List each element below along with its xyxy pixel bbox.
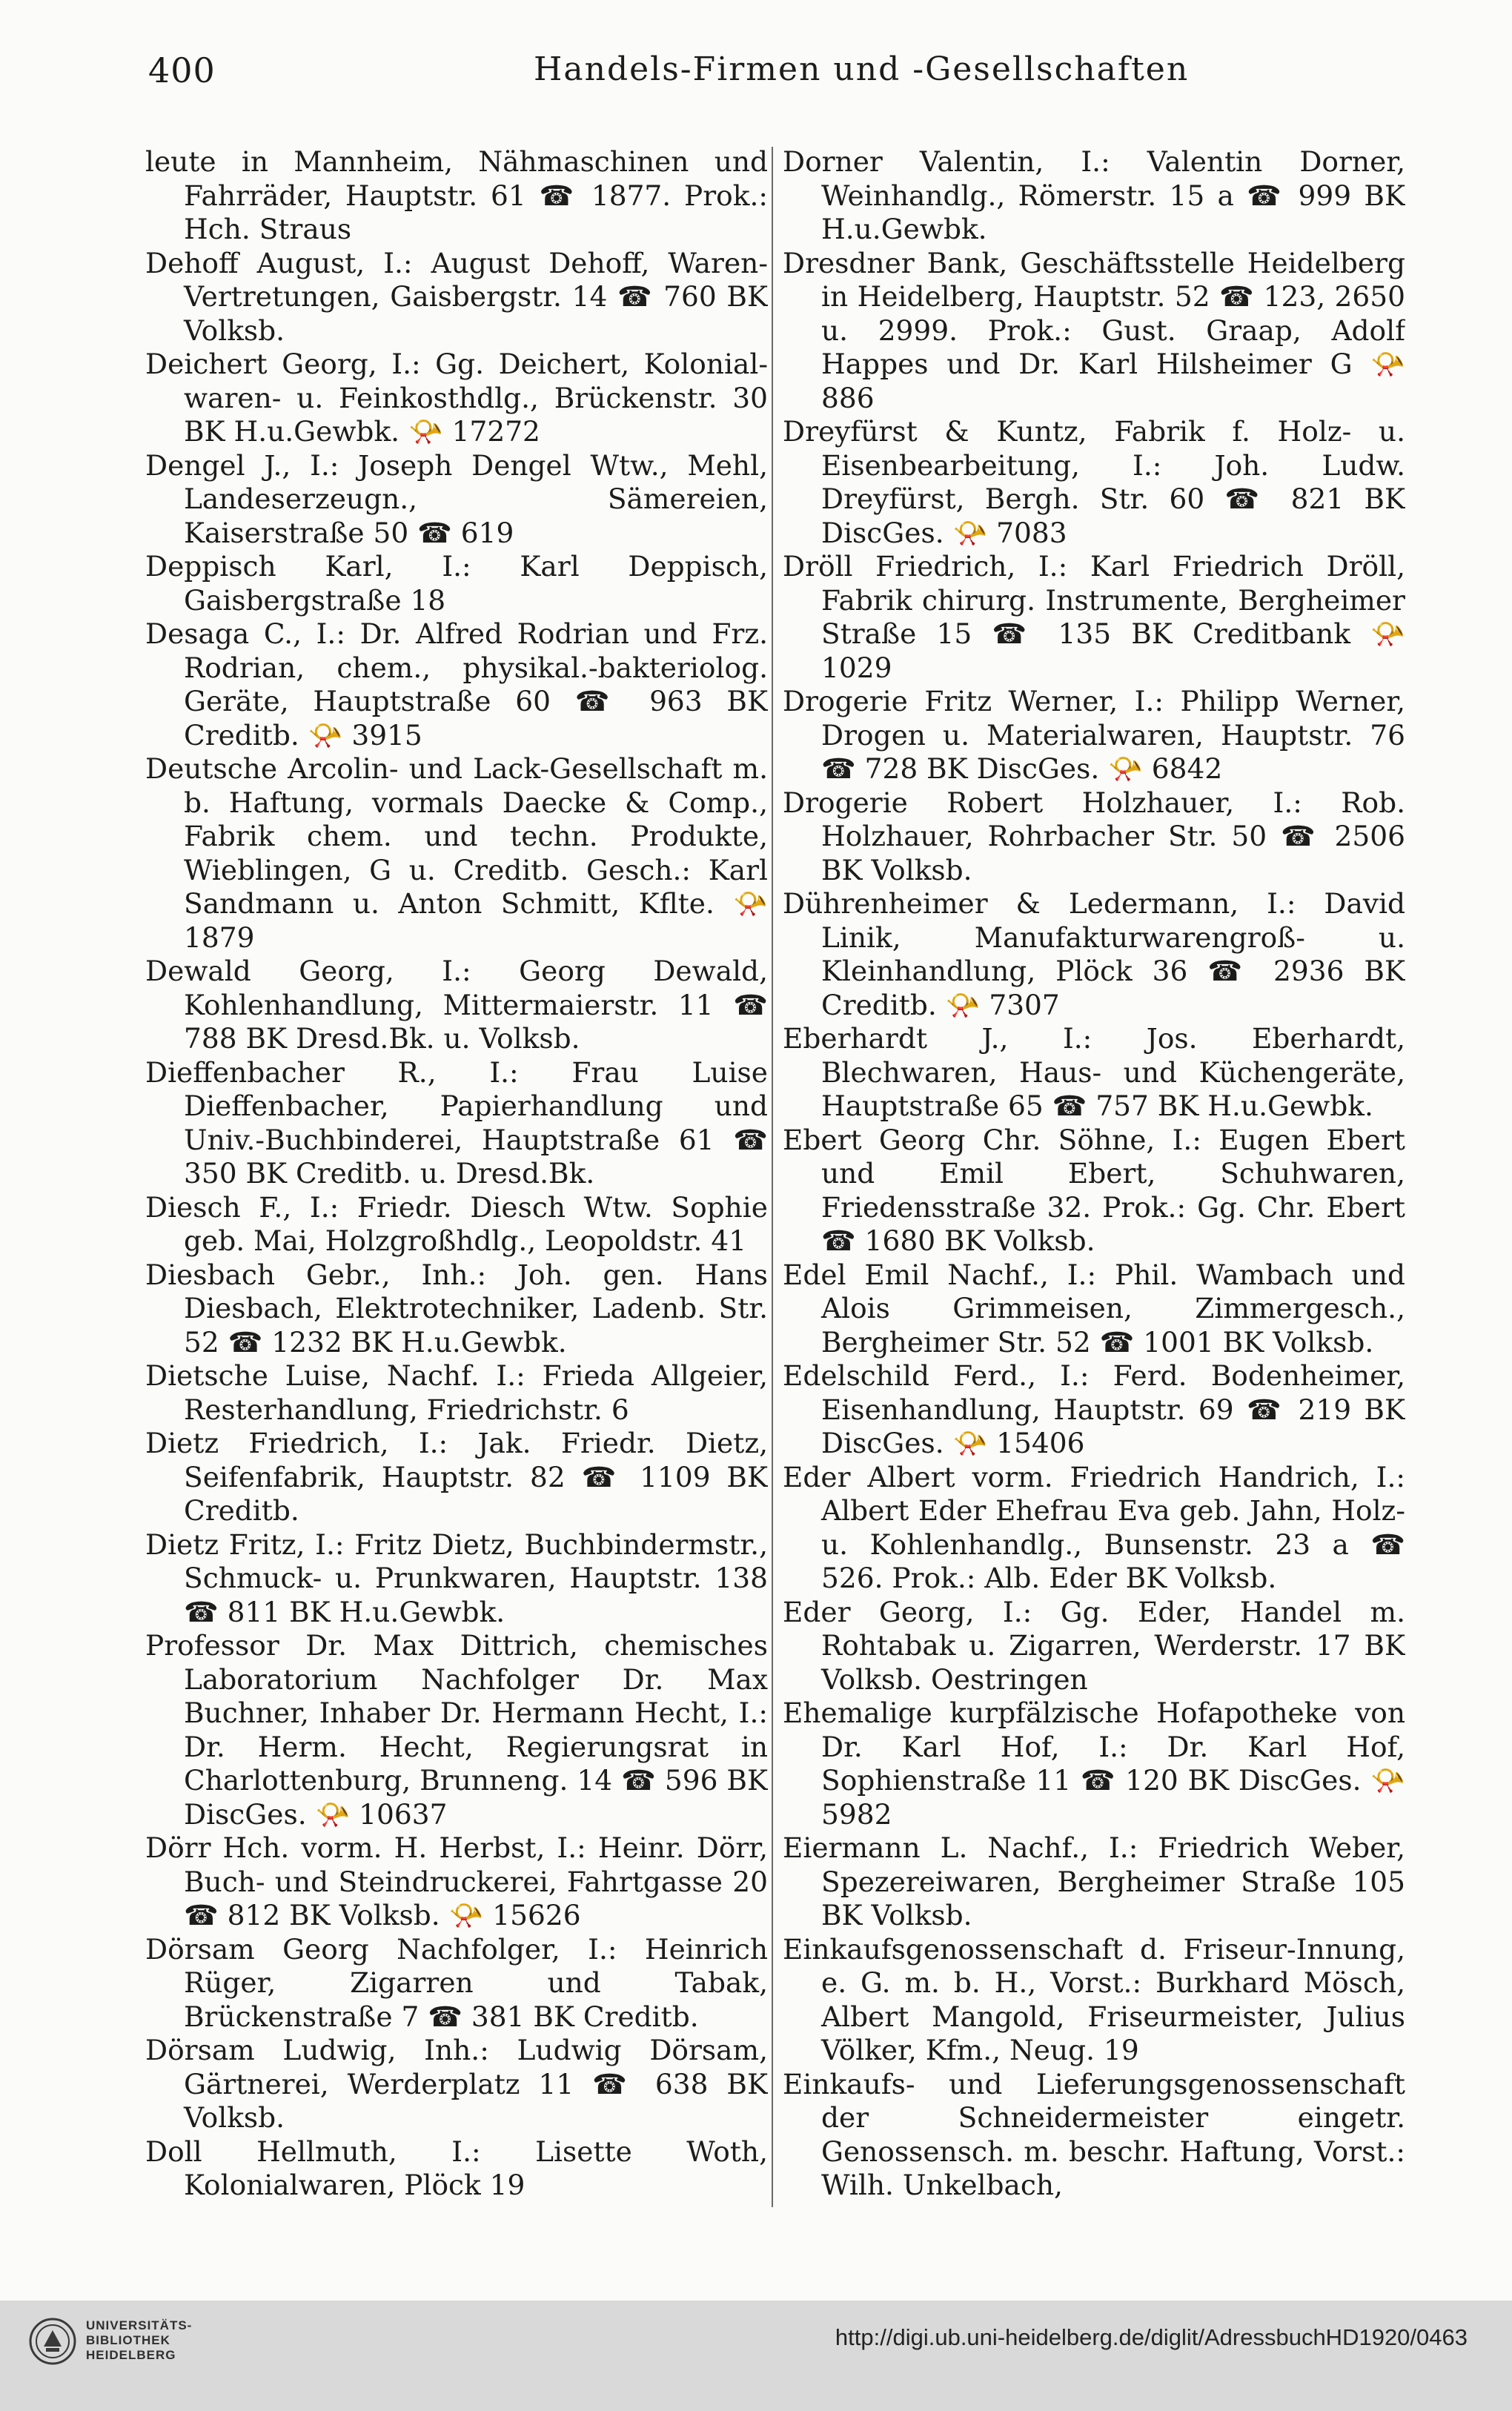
directory-entry: Dengel J., I.: Joseph Dengel Wtw., Mehl, Landeserzeugn., Sämereien, Kaiserstraße 50 ☎ 619 (145, 448, 768, 549)
directory-entry: Desaga C., I.: Dr. Alfred Rodrian und Frz. Rodrian, chem., physikal.-bakteriolog. Geräte, Hauptstraße 60 ☎ 963 BK Creditb. 📯 3915 (145, 617, 768, 752)
directory-entry: Dorner Valentin, I.: Valentin Dorner, Weinhandlg., Römerstr. 15 a ☎ 999 BK H.u.Gewbk. (783, 145, 1405, 245)
logo-line: UNIVERSITÄTS- (86, 2318, 193, 2332)
directory-entry: Eder Georg, I.: Gg. Eder, Handel m. Rohtabak u. Zigarren, Werderstr. 17 BK Volksb. Oestringen (783, 1595, 1405, 1696)
footer-bar (0, 2301, 1512, 2411)
logo-line: HEIDELBERG (86, 2348, 176, 2362)
directory-entry: Dührenheimer & Ledermann, I.: David Linik, Manufakturwarengroß- u. Kleinhandlung, Plöck 36 ☎ 2936 BK Creditb. 📯 7307 (783, 887, 1405, 1021)
university-seal-icon (28, 2317, 77, 2366)
directory-entry: Dörr Hch. vorm. H. Herbst, I.: Heinr. Dörr, Buch- und Steindruckerei, Fahrtgasse 20 ☎ 812 BK Volksb. 📯 15626 (145, 1831, 768, 1931)
directory-entry: Dehoff August, I.: August Dehoff, Waren-Vertretungen, Gaisbergstr. 14 ☎ 760 BK Volksb. (145, 246, 768, 347)
directory-entry: Doll Hellmuth, I.: Lisette Woth, Kolonialwaren, Plöck 19 (145, 2135, 768, 2201)
directory-entry: Dewald Georg, I.: Georg Dewald, Kohlenhandlung, Mittermaierstr. 11 ☎ 788 BK Dresd.Bk. u. Volksb. (145, 955, 768, 1055)
directory-entry: Dröll Friedrich, I.: Karl Friedrich Dröll, Fabrik chirurg. Instrumente, Bergheimer Straße 15 ☎ 135 BK Creditbank 📯 1029 (783, 550, 1405, 684)
directory-entry: Dörsam Georg Nachfolger, I.: Heinrich Rüger, Zigarren und Tabak, Brückenstraße 7 ☎ 381 BK Creditb. (145, 1932, 768, 2033)
directory-entry: Eberhardt J., I.: Jos. Eberhardt, Blechwaren, Haus- und Küchengeräte, Hauptstraße 65 ☎ 757 BK H.u.Gewbk. (783, 1022, 1405, 1122)
directory-entry: Dietz Friedrich, I.: Jak. Friedr. Dietz, Seifenfabrik, Hauptstr. 82 ☎ 1109 BK Creditb. (145, 1427, 768, 1527)
directory-entry: Dörsam Ludwig, Inh.: Ludwig Dörsam, Gärtnerei, Werderplatz 11 ☎ 638 BK Volksb. (145, 2034, 768, 2134)
directory-entry: Edel Emil Nachf., I.: Phil. Wambach und Alois Grimmeisen, Zimmergesch., Bergheimer Str. 52 ☎ 1001 BK Volksb. (783, 1258, 1405, 1359)
directory-entry: Deppisch Karl, I.: Karl Deppisch, Gaisbergstraße 18 (145, 550, 768, 617)
page-number: 400 (148, 50, 216, 90)
directory-entry: Dietsche Luise, Nachf. I.: Frieda Allgeier, Resterhandlung, Friedrichstr. 6 (145, 1359, 768, 1426)
library-logo-text (86, 2318, 192, 2363)
source-url-link[interactable]: http://digi.ub.uni-heidelberg.de/diglit/AdressbuchHD1920/0463 (835, 2324, 1468, 2350)
directory-entry: Edelschild Ferd., I.: Ferd. Bodenheimer, Eisenhandlung, Hauptstr. 69 ☎ 219 BK DiscGes. 📯 15406 (783, 1359, 1405, 1459)
directory-entry: Diesch F., I.: Friedr. Diesch Wtw. Sophie geb. Mai, Holzgroßhdlg., Leopoldstr. 41 (145, 1190, 768, 1257)
directory-entry: Einkaufsgenossenschaft d. Friseur-Innung, e. G. m. b. H., Vorst.: Burkhard Mösch, Albert Mangold, Friseurmeister, Julius Völker, Kfm., Neug. 19 (783, 1932, 1405, 2066)
directory-entry: Deutsche Arcolin- und Lack-Gesellschaft m. b. Haftung, vormals Daecke & Comp., Fabrik chem. und techn. Produkte, Wieblingen, G u. Creditb. Gesch.: Karl Sandmann u. Anton Schmitt, Kflte. 📯 1879 (145, 752, 768, 954)
directory-entry: Dieffenbacher R., I.: Frau Luise Dieffenbacher, Papierhandlung und Univ.-Buchbinderei, Hauptstraße 61 ☎ 350 BK Creditb. u. Dresd.Bk. (145, 1055, 768, 1190)
directory-entry: Deichert Georg, I.: Gg. Deichert, Kolonial-waren- u. Feinkosthdlg., Brückenstr. 30 BK H.u.Gewbk. 📯 17272 (145, 348, 768, 448)
directory-entry: Professor Dr. Max Dittrich, chemisches Laboratorium Nachfolger Dr. Max Buchner, Inhaber Dr. Hermann Hecht, I.: Dr. Herm. Hecht, Regierungsrat in Charlottenburg, Brunneng. 14 ☎ 596 BK DiscGes. 📯 10637 (145, 1629, 768, 1831)
right-column (783, 145, 1405, 2250)
directory-entry: Drogerie Robert Holzhauer, I.: Rob. Holzhauer, Rohrbacher Str. 50 ☎ 2506 BK Volksb. (783, 786, 1405, 886)
directory-entry: Ehemalige kurpfälzische Hofapotheke von Dr. Karl Hof, I.: Dr. Karl Hof, Sophienstraße 11 ☎ 120 BK DiscGes. 📯 5982 (783, 1697, 1405, 1831)
column-divider (772, 147, 773, 2207)
left-column (145, 145, 768, 2250)
directory-entry: leute in Mannheim, Nähmaschinen und Fahrräder, Hauptstr. 61 ☎ 1877. Prok.: Hch. Straus (145, 145, 768, 245)
page-header (148, 50, 1408, 110)
directory-entry: Dreyfürst & Kuntz, Fabrik f. Holz- u. Eisenbearbeitung, I.: Joh. Ludw. Dreyfürst, Bergh. Str. 60 ☎ 821 BK DiscGes. 📯 7083 (783, 415, 1405, 549)
directory-entry: Diesbach Gebr., Inh.: Joh. gen. Hans Diesbach, Elektrotechniker, Ladenb. Str. 52 ☎ 1232 BK H.u.Gewbk. (145, 1258, 768, 1359)
directory-entry: Eder Albert vorm. Friedrich Handrich, I.: Albert Eder Ehefrau Eva geb. Jahn, Holz- u. Kohlenhandlg., Bunsenstr. 23 a ☎ 526. Prok.: Alb. Eder BK Volksb. (783, 1460, 1405, 1594)
directory-entry: Drogerie Fritz Werner, I.: Philipp Werner, Drogen u. Materialwaren, Hauptstr. 76 ☎ 728 BK DiscGes. 📯 6842 (783, 685, 1405, 785)
directory-entry: Einkaufs- und Lieferungsgenossenschaft der Schneidermeister eingetr. Genossensch. m. beschr. Haftung, Vorst.: Wilh. Unkelbach, (783, 2067, 1405, 2201)
directory-entry: Dresdner Bank, Geschäftsstelle Heidelberg in Heidelberg, Hauptstr. 52 ☎ 123, 2650 u. 2999. Prok.: Gust. Graap, Adolf Happes und Dr. Karl Hilsheimer G 📯 886 (783, 246, 1405, 414)
directory-entry: Eiermann L. Nachf., I.: Friedrich Weber, Spezereiwaren, Bergheimer Straße 105 BK Volksb. (783, 1831, 1405, 1931)
logo-line: BIBLIOTHEK (86, 2333, 170, 2347)
directory-entry: Dietz Fritz, I.: Fritz Dietz, Buchbindermstr., Schmuck- u. Prunkwaren, Hauptstr. 138 ☎ 811 BK H.u.Gewbk. (145, 1528, 768, 1628)
directory-entry: Ebert Georg Chr. Söhne, I.: Eugen Ebert und Emil Ebert, Schuhwaren, Friedensstraße 32. Prok.: Gg. Chr. Ebert ☎ 1680 BK Volksb. (783, 1123, 1405, 1257)
running-title: Handels-Firmen und -Gesellschaften (534, 50, 1190, 88)
